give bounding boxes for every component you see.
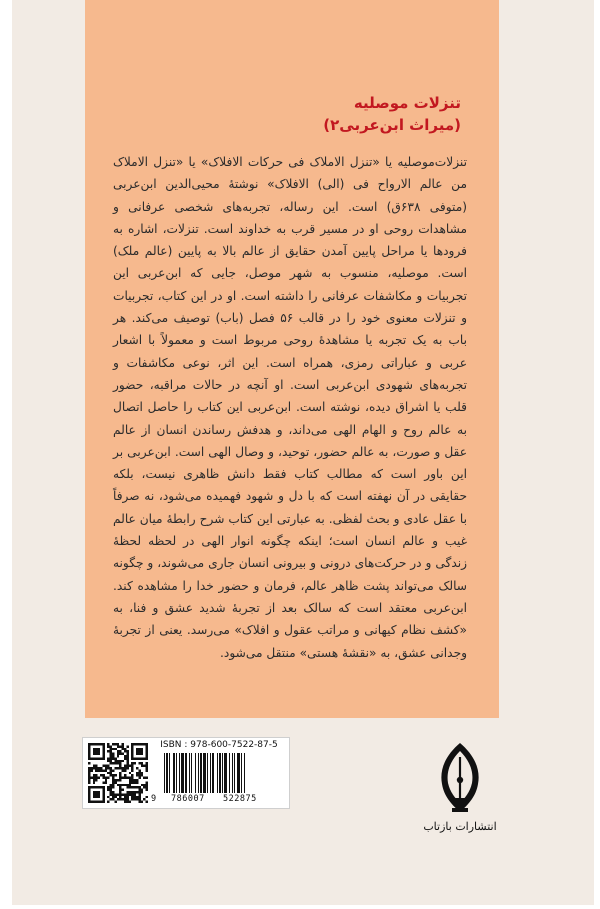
book-title-main: تنزلات موصلیه xyxy=(353,94,461,112)
isbn-number: ISBN : 978-600-7522-87-5 xyxy=(160,740,278,750)
book-title xyxy=(323,92,461,136)
description-paragraph: تنزلات‌موصلیه یا «تنزل الاملاک فی حرکات الافلاک» یا «تنزل الاملاک من عالم الارواح فی (الی) الافلاک» نوشتهٔ محیی‌الدین ابن‌عربی (متوفی ۶۳۸ق) است. این رساله، تجربه‌های شخصی عرفانی و مشاهدات روحی او در مسیر قرب به خداوند است. تنزلات، اشاره به فرودها یا مراحل پایین آمدن حقایق از عالم بالا به پایین (عالم ملک) است. موصلیه، منسوب به شهر موصل، جایی که ابن‌عربی این تجربیات و مکاشفات عرفانی را داشته است. او در این کتاب، تجربیات و تنزلات معنوی خود را در قالب ۵۶ فصل (باب) توصیف می‌کند. هر باب به یک تجربه یا مشاهدهٔ روحی مربوط است و معمولاً با اشعار عربی و عباراتی رمزی، همراه است. این اثر، نوعی مکاشفات و تجربه‌های شهودی ابن‌عربی است. او آنچه در حالات مراقبه، حضور قلب یا اشراق دیده، نوشته است. ابن‌عربی این کتاب را حاصل اتصال به عالم روح و الهام الهی می‌داند، و هدفش رساندن انسان از عالم عقل و صورت، به عالم حضور، توحید، و وصال الهی است. ابن‌عربی بر این باور است که مطالب کتاب فقط دانش ظاهری نیست، بلکه حقایقی در آن نهفته است که با دل و شهود فهمیده می‌شود، نه صرفاً با عقل عادی و بحث لفظی. به عبارتی این کتاب شرح رابطهٔ میان عالم غیب و عالم انسان است؛ اینکه چگونه انوار الهی در لحظه لحظهٔ زندگی و در حرکت‌های درونی و بیرونی انسان جاری می‌شوند، و چگونه سالک می‌تواند پشت ظاهر عالم، فرمان و حضور خدا را مشاهده کند. ابن‌عربی معتقد است که سالک بعد از تجربهٔ شدید عشق و فنا، به «کشف نظام کیهانی و مراتب عقول و افلاک» می‌رسد. یعنی از تجربهٔ وجدانی عشق، به «نقشهٔ هستی» منتقل می‌شود. xyxy=(113,155,467,660)
ean-right-group: 522875 xyxy=(223,794,257,804)
description-panel xyxy=(85,0,499,718)
qr-code xyxy=(88,743,148,803)
barcode-bars xyxy=(163,753,283,793)
ean-first-digit: 9 xyxy=(151,794,157,804)
publisher-name: انتشارات بازتاب xyxy=(423,820,497,833)
book-title-series: (میراث ابن‌عربی۲) xyxy=(323,116,461,134)
ean-left-group: 786007 xyxy=(171,794,205,804)
book-description xyxy=(113,151,467,664)
isbn-barcode-label xyxy=(82,737,290,809)
publisher-logo-icon xyxy=(425,740,495,818)
